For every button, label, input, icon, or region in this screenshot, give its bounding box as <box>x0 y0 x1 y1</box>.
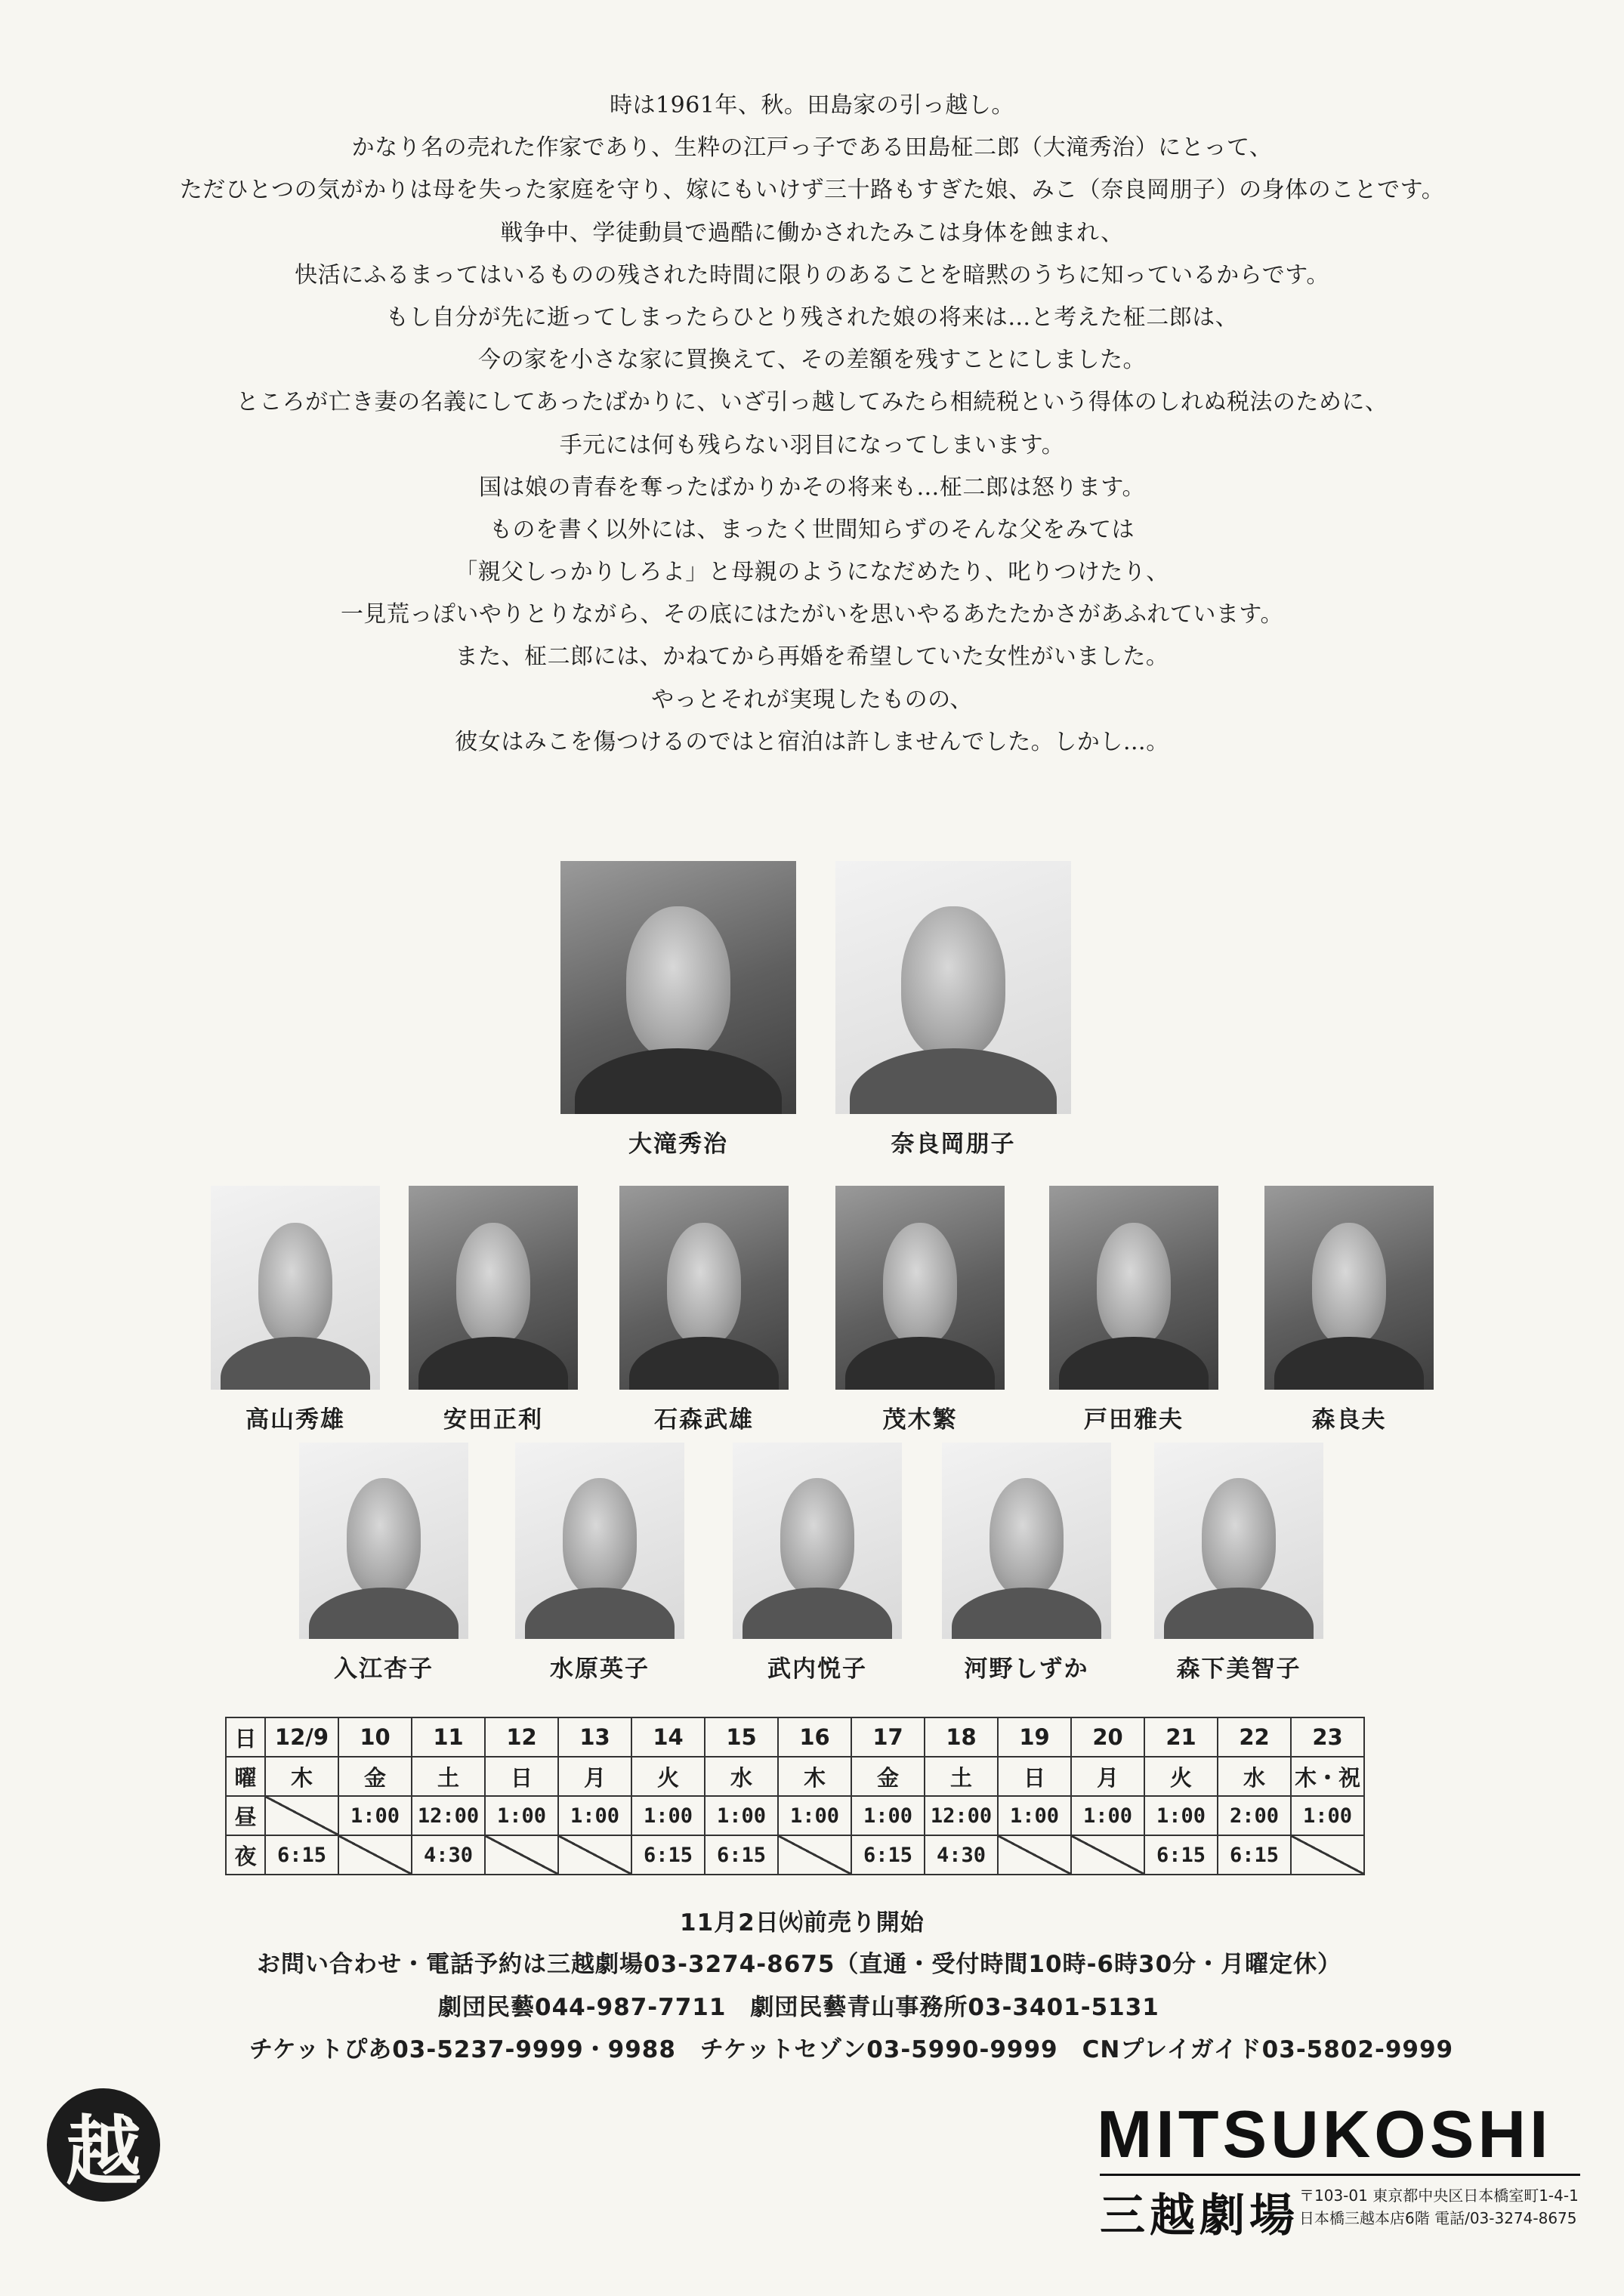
schedule-cell: 1:00 <box>631 1796 705 1835</box>
synopsis-line: 今の家を小さな家に買換えて、その差額を残すことにしました。 <box>478 347 1146 374</box>
schedule-cell: 22 <box>1218 1717 1291 1757</box>
synopsis-line: 国は娘の青春を奪ったばかりかその将来も…柾二郎は怒ります。 <box>478 474 1146 501</box>
schedule-cell <box>778 1835 851 1875</box>
cast-portrait <box>619 1186 789 1390</box>
cast-name: 戸田雅夫 <box>1084 1406 1184 1433</box>
synopsis-line: 時は1961年、秋。田島家の引っ越し。 <box>610 92 1014 119</box>
schedule-cell: 土 <box>412 1757 485 1796</box>
cast-portrait <box>835 861 1071 1114</box>
schedule-cell: 6:15 <box>631 1835 705 1875</box>
cast-name: 高山秀雄 <box>245 1406 345 1433</box>
synopsis-line: ただひとつの気がかりは母を失った家庭を守り、嫁にもいけず三十路もすぎた娘、みこ（奈良岡朋子）の身体のことです。 <box>179 177 1445 204</box>
row-label: 日 <box>226 1717 265 1757</box>
ticket-outlets-line: チケットぴあ03-5237-9999・9988 チケットセゾン03-5990-9999 CNプレイガイド03-5802-9999 <box>249 2036 1454 2063</box>
schedule-cell: 6:15 <box>1144 1835 1218 1875</box>
cast-member <box>299 1443 468 1683</box>
schedule-cell <box>1071 1835 1144 1875</box>
synopsis-line: ものを書く以外には、まったく世間知らずのそんな父をみては <box>489 516 1135 543</box>
row-label: 夜 <box>226 1835 265 1875</box>
theatre-address <box>1299 2184 1579 2230</box>
cast-portrait <box>409 1186 578 1390</box>
schedule-cell: 20 <box>1071 1717 1144 1757</box>
cast-member <box>515 1443 684 1683</box>
schedule-cell <box>485 1835 558 1875</box>
schedule-cell: 1:00 <box>778 1796 851 1835</box>
schedule-cell: 日 <box>485 1757 558 1796</box>
cast-portrait <box>560 861 796 1114</box>
cast-member <box>1264 1186 1434 1434</box>
schedule-cell: 火 <box>631 1757 705 1796</box>
schedule-cell: 火 <box>1144 1757 1218 1796</box>
schedule-cell: 23 <box>1291 1717 1364 1757</box>
schedule-cell: 6:15 <box>851 1835 925 1875</box>
cast-portrait <box>515 1443 684 1639</box>
cast-portrait <box>211 1186 380 1390</box>
schedule-cell: 木 <box>778 1757 851 1796</box>
address-line-2: 日本橋三越本店6階 電話/03-3274-8675 <box>1299 2209 1577 2227</box>
weekday-row <box>226 1757 1364 1796</box>
schedule-cell: 21 <box>1144 1717 1218 1757</box>
synopsis-line: 「親父しっかりしろよ」と母親のようになだめたり、叱りつけたり、 <box>455 559 1169 586</box>
address-line-1: 〒103-01 東京都中央区日本橋室町1-4-1 <box>1299 2186 1579 2205</box>
synopsis-line: 一見荒っぽいやりとりながら、その底にはたがいを思いやるあたたかさがあふれています。 <box>340 601 1284 628</box>
schedule-cell: 木・祝 <box>1291 1757 1364 1796</box>
logo-character: 越 <box>66 2106 141 2196</box>
cast-portrait <box>942 1443 1111 1639</box>
schedule-cell: 12/9 <box>265 1717 338 1757</box>
schedule-cell: 14 <box>631 1717 705 1757</box>
cast-member <box>560 861 796 1159</box>
cast-member <box>1049 1186 1218 1434</box>
row-label: 曜 <box>226 1757 265 1796</box>
date-row <box>226 1717 1364 1757</box>
presale-date: 11月2日㈫前売り開始 <box>680 1909 925 1936</box>
schedule-cell: 日 <box>998 1757 1071 1796</box>
schedule-cell: 1:00 <box>1144 1796 1218 1835</box>
schedule-cell <box>265 1796 338 1835</box>
schedule-cell: 6:15 <box>705 1835 778 1875</box>
evening-row <box>226 1835 1364 1875</box>
synopsis-line: 手元には何も残らない羽目になってしまいます。 <box>559 431 1065 458</box>
matinee-row <box>226 1796 1364 1835</box>
brand-divider <box>1100 2174 1580 2176</box>
schedule-cell: 10 <box>338 1717 412 1757</box>
mitsukoshi-logo-mark <box>47 2088 160 2202</box>
schedule-cell: 1:00 <box>998 1796 1071 1835</box>
row-label: 昼 <box>226 1796 265 1835</box>
schedule-cell: 12:00 <box>412 1796 485 1835</box>
schedule-cell: 月 <box>558 1757 631 1796</box>
synopsis-line: かなり名の売れた作家であり、生粋の江戸っ子である田島柾二郎（大滝秀治）にとって、 <box>351 134 1273 162</box>
cast-portrait <box>299 1443 468 1639</box>
synopsis-line: 快活にふるまってはいるものの残された時間に限りのあることを暗黙のうちに知っているからです。 <box>295 261 1329 289</box>
schedule-cell <box>558 1835 631 1875</box>
synopsis-line: 戦争中、学徒動員で過酷に働かされたみこは身体を蝕まれ、 <box>500 219 1124 246</box>
schedule-cell: 金 <box>338 1757 412 1796</box>
schedule-cell: 1:00 <box>851 1796 925 1835</box>
synopsis-line: 彼女はみこを傷つけるのではと宿泊は許しませんでした。しかし…。 <box>455 728 1169 755</box>
cast-portrait <box>1154 1443 1323 1639</box>
schedule-cell: 2:00 <box>1218 1796 1291 1835</box>
inquiry-line: お問い合わせ・電話予約は三越劇場03-3274-8675（直通・受付時間10時-6時30分・月曜定休） <box>257 1951 1342 1978</box>
cast-name: 茂木繁 <box>882 1406 958 1433</box>
cast-member <box>835 861 1071 1159</box>
cast-name: 奈良岡朋子 <box>891 1131 1016 1158</box>
schedule-cell: 17 <box>851 1717 925 1757</box>
cast-name: 森良夫 <box>1311 1406 1387 1433</box>
cast-name: 入江杏子 <box>334 1656 434 1683</box>
cast-member <box>835 1186 1005 1434</box>
schedule-cell: 木 <box>265 1757 338 1796</box>
schedule-cell: 4:30 <box>412 1835 485 1875</box>
cast-name: 武内悦子 <box>767 1656 867 1683</box>
cast-name: 大滝秀治 <box>628 1131 728 1158</box>
performance-schedule-table <box>225 1717 1365 1875</box>
cast-name: 河野しずか <box>964 1656 1089 1683</box>
schedule-cell: 13 <box>558 1717 631 1757</box>
cast-member <box>942 1443 1111 1683</box>
schedule-cell: 12 <box>485 1717 558 1757</box>
schedule-cell: 1:00 <box>1071 1796 1144 1835</box>
schedule-cell: 1:00 <box>485 1796 558 1835</box>
cast-member <box>733 1443 902 1683</box>
schedule-cell: 19 <box>998 1717 1071 1757</box>
schedule-cell: 6:15 <box>265 1835 338 1875</box>
cast-name: 安田正利 <box>443 1406 543 1433</box>
schedule-cell <box>998 1835 1071 1875</box>
schedule-cell: 土 <box>925 1757 998 1796</box>
cast-member <box>409 1186 578 1434</box>
schedule-cell: 15 <box>705 1717 778 1757</box>
synopsis-line: やっとそれが実現したものの、 <box>651 686 973 713</box>
brand-wordmark: MITSUKOSHI <box>1097 2097 1552 2171</box>
schedule-cell: 1:00 <box>1291 1796 1364 1835</box>
cast-name: 水原英子 <box>550 1656 650 1683</box>
synopsis-line: また、柾二郎には、かねてから再婚を希望していた女性がいました。 <box>455 643 1169 671</box>
schedule-cell: 16 <box>778 1717 851 1757</box>
cast-member <box>211 1186 380 1434</box>
cast-member <box>1154 1443 1323 1683</box>
schedule-cell: 18 <box>925 1717 998 1757</box>
schedule-cell: 12:00 <box>925 1796 998 1835</box>
synopsis-line: もし自分が先に逝ってしまったらひとり残された娘の将来は…と考えた柾二郎は、 <box>385 304 1239 331</box>
cast-portrait <box>1049 1186 1218 1390</box>
cast-member <box>619 1186 789 1434</box>
cast-portrait <box>1264 1186 1434 1390</box>
synopsis <box>151 85 1473 764</box>
schedule-cell: 6:15 <box>1218 1835 1291 1875</box>
theatre-name: 三越劇場 <box>1100 2190 1299 2242</box>
schedule-cell: 1:00 <box>705 1796 778 1835</box>
cast-name: 森下美智子 <box>1176 1656 1301 1683</box>
schedule-cell: 金 <box>851 1757 925 1796</box>
cast-name: 石森武雄 <box>654 1406 754 1433</box>
schedule-cell: 1:00 <box>338 1796 412 1835</box>
cast-portrait <box>835 1186 1005 1390</box>
synopsis-line: ところが亡き妻の名義にしてあったばかりに、いざ引っ越してみたら相続税という得体のしれぬ税法のために、 <box>236 389 1388 416</box>
schedule-cell: 水 <box>705 1757 778 1796</box>
schedule-cell <box>338 1835 412 1875</box>
schedule-cell: 11 <box>412 1717 485 1757</box>
schedule-cell: 月 <box>1071 1757 1144 1796</box>
schedule-cell: 1:00 <box>558 1796 631 1835</box>
schedule-cell: 4:30 <box>925 1835 998 1875</box>
schedule-cell <box>1291 1835 1364 1875</box>
schedule-cell: 水 <box>1218 1757 1291 1796</box>
cast-portrait <box>733 1443 902 1639</box>
troupe-contact-line: 劇団民藝044-987-7711 劇団民藝青山事務所03-3401-5131 <box>438 1994 1159 2021</box>
